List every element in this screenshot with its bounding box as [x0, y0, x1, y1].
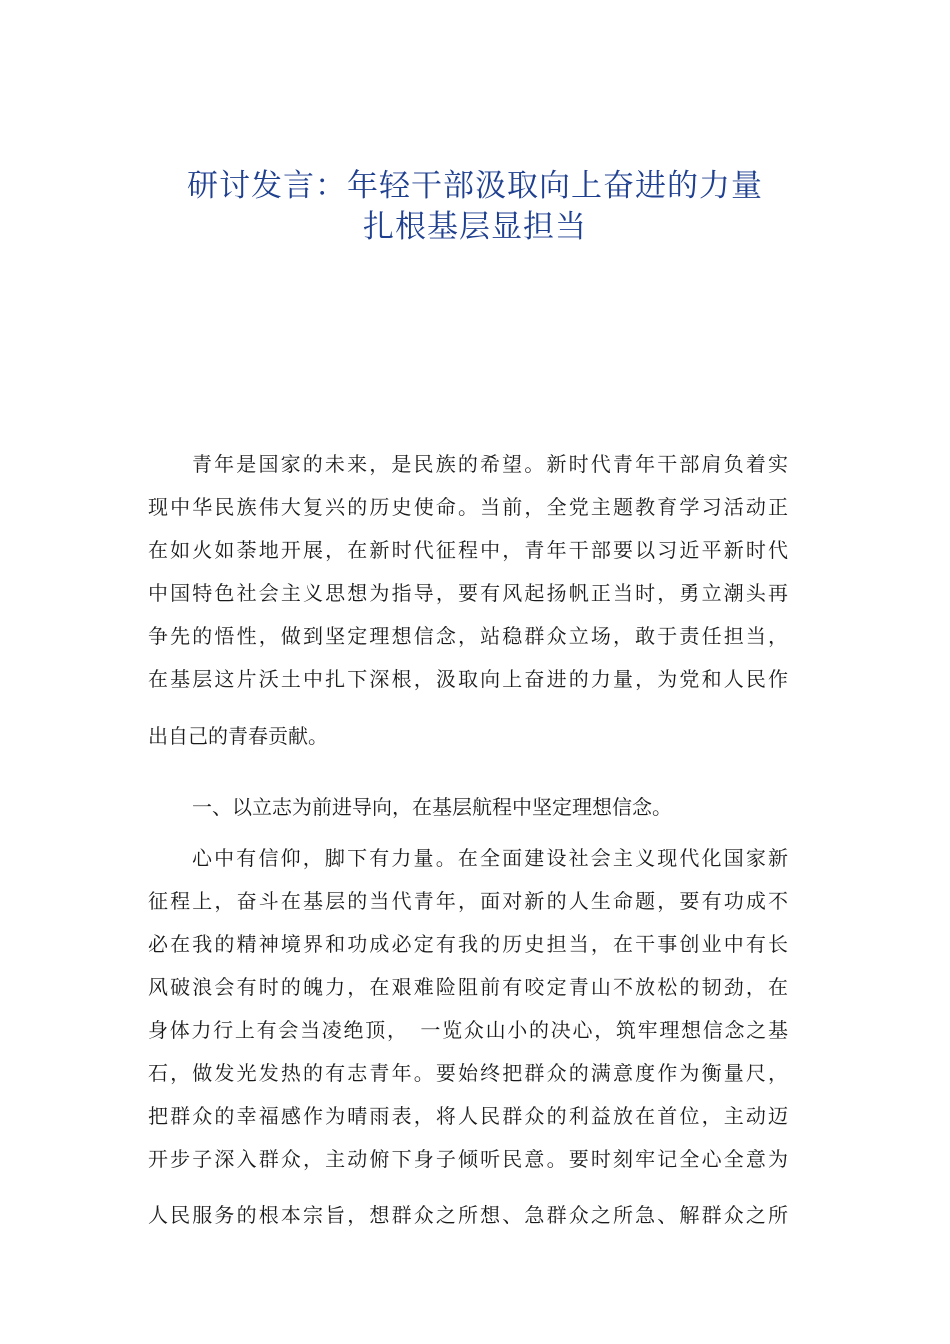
title-line-2: 扎根基层显担当: [363, 209, 587, 245]
title-line-1: 研讨发言：年轻干部汲取向上奋进的力量: [187, 168, 763, 204]
paragraph-2-line-6: 石，做发光发热的有志青年。要始终把群众的满意度作为衡量尺，: [148, 1061, 788, 1085]
document-title: [100, 166, 850, 248]
paragraph-2-line-9: 人民服务的根本宗旨，想群众之所想、急群众之所急、解群众之所: [148, 1203, 788, 1227]
paragraph-2-line-5: 身体力行上有会当凌绝顶， 一览众山小的决心，筑牢理想信念之基: [148, 1018, 788, 1042]
paragraph-1-line-4: 中国特色社会主义思想为指导，要有风起扬帆正当时，勇立潮头再: [148, 581, 788, 605]
section-1-heading: 一、以立志为前进导向，在基层航程中坚定理想信念。: [192, 795, 672, 819]
paragraph-2-line-2: 征程上，奋斗在基层的当代青年，面对新的人生命题，要有功成不: [148, 889, 788, 913]
paragraph-1-line-6: 在基层这片沃土中扎下深根，汲取向上奋进的力量，为党和人民作: [148, 667, 788, 691]
paragraph-2-line-4: 风破浪会有时的魄力，在艰难险阻前有咬定青山不放松的韧劲，在: [148, 975, 788, 999]
paragraph-2-line-7: 把群众的幸福感作为晴雨表，将人民群众的利益放在首位，主动迈: [148, 1104, 788, 1128]
paragraph-1-line-3: 在如火如荼地开展，在新时代征程中，青年干部要以习近平新时代: [148, 538, 788, 562]
paragraph-1-line-2: 现中华民族伟大复兴的历史使命。当前，全党主题教育学习活动正: [148, 495, 788, 519]
paragraph-2-line-8: 开步子深入群众，主动俯下身子倾听民意。要时刻牢记全心全意为: [148, 1147, 788, 1171]
paragraph-1-line-1: 青年是国家的未来，是民族的希望。新时代青年干部肩负着实: [192, 452, 788, 476]
paragraph-2-line-1: 心中有信仰，脚下有力量。在全面建设社会主义现代化国家新: [192, 846, 788, 870]
paragraph-1-line-5: 争先的悟性，做到坚定理想信念，站稳群众立场，敢于责任担当，: [148, 624, 788, 648]
paragraph-1-line-7: 出自己的青春贡献。: [148, 724, 328, 748]
paragraph-2-line-3: 必在我的精神境界和功成必定有我的历史担当，在干事创业中有长: [148, 932, 788, 956]
